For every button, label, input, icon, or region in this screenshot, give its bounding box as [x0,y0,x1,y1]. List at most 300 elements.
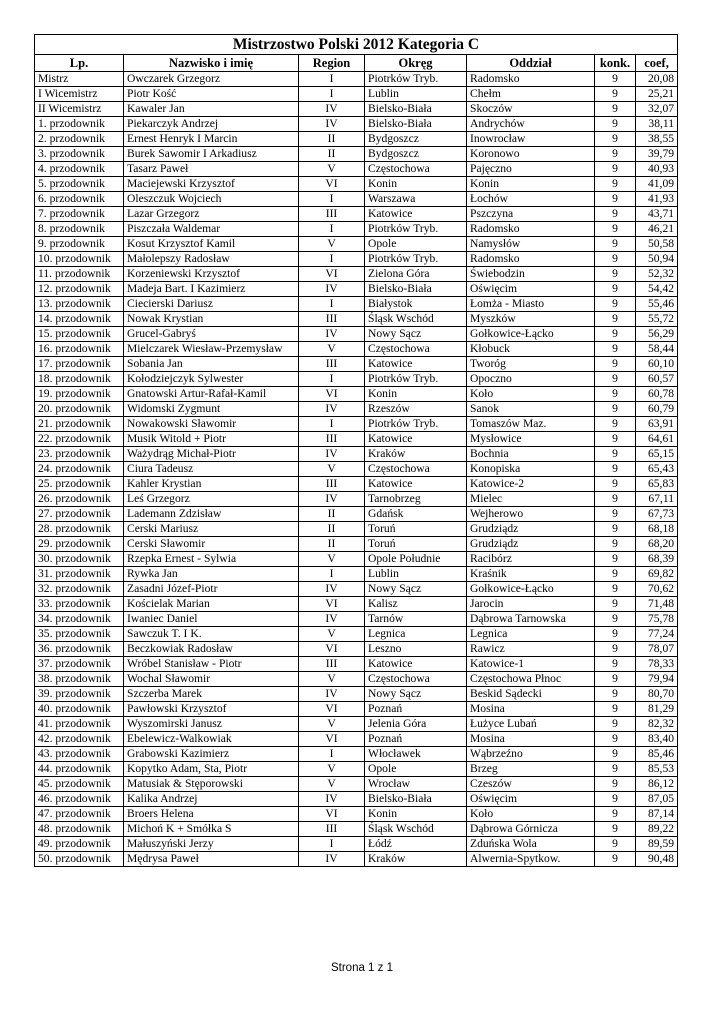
cell-district: Tarnobrzeg [365,492,467,507]
cell-konk: 9 [595,282,636,297]
cell-name: Rzepka Ernest - Sylwia [124,552,299,567]
cell-district: Piotrków Tryb. [365,72,467,87]
cell-name: Oleszczuk Wojciech [124,192,299,207]
cell-lp: 21. przodownik [35,417,124,432]
cell-name: Maciejewski Krzysztof [124,177,299,192]
cell-branch: Rawicz [467,642,595,657]
cell-konk: 9 [595,702,636,717]
cell-district: Konin [365,387,467,402]
cell-branch: Łużyce Lubań [467,717,595,732]
cell-region: I [299,72,365,87]
cell-branch: Radomsko [467,252,595,267]
cell-coef: 20,08 [636,72,678,87]
cell-coef: 71,48 [636,597,678,612]
cell-district: Kraków [365,447,467,462]
cell-region: IV [299,282,365,297]
cell-region: V [299,762,365,777]
cell-branch: Koronowo [467,147,595,162]
cell-district: Konin [365,807,467,822]
cell-coef: 50,58 [636,237,678,252]
table-row [35,432,678,447]
table-row [35,297,678,312]
table-row [35,207,678,222]
cell-lp: I Wicemistrz [35,87,124,102]
cell-konk: 9 [595,792,636,807]
cell-coef: 55,72 [636,312,678,327]
cell-coef: 54,42 [636,282,678,297]
table-row [35,852,678,867]
cell-region: III [299,357,365,372]
cell-branch: Łomża - Miasto [467,297,595,312]
cell-name: Lazar Grzegorz [124,207,299,222]
cell-name: Broers Helena [124,807,299,822]
cell-region: VI [299,702,365,717]
cell-branch: Skoczów [467,102,595,117]
cell-coef: 89,22 [636,822,678,837]
table-row [35,327,678,342]
cell-branch: Mosina [467,702,595,717]
cell-district: Kalisz [365,597,467,612]
page-footer: Strona 1 z 1 [330,962,393,974]
cell-region: VI [299,597,365,612]
cell-konk: 9 [595,297,636,312]
cell-konk: 9 [595,717,636,732]
table-row [35,597,678,612]
cell-name: Wróbel Stanisław - Piotr [124,657,299,672]
cell-lp: 5. przodownik [35,177,124,192]
cell-lp: 49. przodownik [35,837,124,852]
cell-district: Piotrków Tryb. [365,417,467,432]
cell-name: Leś Grzegorz [124,492,299,507]
cell-branch: Dąbrowa Górnicza [467,822,595,837]
cell-coef: 25,21 [636,87,678,102]
cell-region: III [299,312,365,327]
cell-coef: 67,11 [636,492,678,507]
cell-lp: 40. przodownik [35,702,124,717]
cell-konk: 9 [595,777,636,792]
cell-name: Piotr Kość [124,87,299,102]
cell-name: Grabowski Kazimierz [124,747,299,762]
cell-branch: Bochnia [467,447,595,462]
cell-region: VI [299,387,365,402]
cell-konk: 9 [595,822,636,837]
cell-region: IV [299,327,365,342]
cell-lp: 30. przodownik [35,552,124,567]
cell-coef: 50,94 [636,252,678,267]
cell-konk: 9 [595,132,636,147]
table-row [35,807,678,822]
cell-lp: 6. przodownik [35,192,124,207]
cell-region: III [299,657,365,672]
cell-branch: Oświęcim [467,282,595,297]
cell-konk: 9 [595,237,636,252]
cell-branch: Inowrocław [467,132,595,147]
table-row [35,642,678,657]
header-region: Region [299,55,365,72]
table-row [35,837,678,852]
cell-coef: 41,93 [636,192,678,207]
cell-district: Kraków [365,852,467,867]
cell-name: Widomski Zygmunt [124,402,299,417]
table-row [35,162,678,177]
cell-name: Kawaler Jan [124,102,299,117]
table-row [35,537,678,552]
cell-district: Śląsk Wschód [365,312,467,327]
cell-konk: 9 [595,462,636,477]
cell-branch: Mosina [467,732,595,747]
cell-branch: Wąbrzeźno [467,747,595,762]
cell-lp: 41. przodownik [35,717,124,732]
cell-lp: 44. przodownik [35,762,124,777]
cell-region: IV [299,117,365,132]
cell-lp: 48. przodownik [35,822,124,837]
table-row [35,777,678,792]
cell-branch: Radomsko [467,72,595,87]
cell-region: I [299,87,365,102]
cell-district: Lublin [365,567,467,582]
cell-konk: 9 [595,597,636,612]
table-row [35,147,678,162]
table-row [35,132,678,147]
cell-lp: 45. przodownik [35,777,124,792]
cell-district: Zielona Góra [365,267,467,282]
cell-coef: 80,70 [636,687,678,702]
cell-lp: 15. przodownik [35,327,124,342]
cell-region: I [299,417,365,432]
table-row [35,102,678,117]
cell-konk: 9 [595,267,636,282]
cell-district: Poznań [365,732,467,747]
cell-branch: Konopiska [467,462,595,477]
cell-district: Opole Południe [365,552,467,567]
cell-branch: Czeszów [467,777,595,792]
table-row [35,462,678,477]
cell-district: Jelenia Góra [365,717,467,732]
cell-branch: Sanok [467,402,595,417]
cell-region: V [299,162,365,177]
cell-region: VI [299,732,365,747]
cell-region: V [299,777,365,792]
table-row [35,117,678,132]
cell-name: Matusiak & Stęporowski [124,777,299,792]
table-row [35,672,678,687]
cell-konk: 9 [595,507,636,522]
table-row [35,402,678,417]
table-row [35,447,678,462]
cell-branch: Chełm [467,87,595,102]
cell-lp: 38. przodownik [35,672,124,687]
cell-district: Piotrków Tryb. [365,222,467,237]
cell-coef: 46,21 [636,222,678,237]
cell-lp: 4. przodownik [35,162,124,177]
cell-konk: 9 [595,342,636,357]
table-row [35,222,678,237]
table-row [35,72,678,87]
cell-coef: 40,93 [636,162,678,177]
cell-coef: 75,78 [636,612,678,627]
cell-konk: 9 [595,147,636,162]
cell-branch: Opoczno [467,372,595,387]
cell-district: Nowy Sącz [365,687,467,702]
table-row [35,612,678,627]
cell-region: I [299,192,365,207]
cell-coef: 77,24 [636,627,678,642]
cell-name: Rywka Jan [124,567,299,582]
cell-lp: 43. przodownik [35,747,124,762]
cell-lp: 1. przodownik [35,117,124,132]
cell-name: Zasadni Józef-Piotr [124,582,299,597]
table-row [35,702,678,717]
cell-branch: Mysłowice [467,432,595,447]
cell-region: VI [299,642,365,657]
cell-branch: Oświęcim [467,792,595,807]
cell-coef: 81,29 [636,702,678,717]
cell-region: V [299,462,365,477]
cell-district: Opole [365,762,467,777]
cell-district: Bydgoszcz [365,147,467,162]
table-row [35,252,678,267]
table-row [35,747,678,762]
cell-district: Toruń [365,537,467,552]
cell-district: Częstochowa [365,462,467,477]
cell-branch: Konin [467,177,595,192]
cell-konk: 9 [595,117,636,132]
cell-name: Cerski Mariusz [124,522,299,537]
cell-coef: 87,05 [636,792,678,807]
cell-konk: 9 [595,102,636,117]
cell-lp: 39. przodownik [35,687,124,702]
cell-name: Gnatowski Artur-Rafał-Kamil [124,387,299,402]
cell-district: Rzeszów [365,402,467,417]
cell-coef: 60,79 [636,402,678,417]
cell-region: IV [299,492,365,507]
cell-district: Bielsko-Biała [365,117,467,132]
cell-coef: 65,83 [636,477,678,492]
cell-name: Sobania Jan [124,357,299,372]
cell-konk: 9 [595,522,636,537]
cell-konk: 9 [595,687,636,702]
header-coef: coef, [636,55,678,72]
cell-branch: Mielec [467,492,595,507]
cell-branch: Legnica [467,627,595,642]
cell-branch: Andrychów [467,117,595,132]
cell-region: II [299,507,365,522]
cell-region: IV [299,612,365,627]
cell-konk: 9 [595,762,636,777]
cell-lp: 11. przodownik [35,267,124,282]
cell-konk: 9 [595,162,636,177]
cell-lp: 18. przodownik [35,372,124,387]
cell-coef: 85,53 [636,762,678,777]
cell-branch: Łochów [467,192,595,207]
cell-coef: 68,18 [636,522,678,537]
cell-region: I [299,837,365,852]
cell-konk: 9 [595,552,636,567]
table-row [35,372,678,387]
cell-branch: Katowice-2 [467,477,595,492]
cell-coef: 79,94 [636,672,678,687]
cell-coef: 60,78 [636,387,678,402]
cell-branch: Namysłów [467,237,595,252]
cell-konk: 9 [595,807,636,822]
cell-lp: 22. przodownik [35,432,124,447]
cell-district: Lublin [365,87,467,102]
table-row [35,792,678,807]
table-row [35,507,678,522]
cell-district: Bydgoszcz [365,132,467,147]
cell-konk: 9 [595,477,636,492]
cell-branch: Radomsko [467,222,595,237]
table-row [35,582,678,597]
table-row [35,627,678,642]
cell-region: V [299,342,365,357]
cell-region: III [299,432,365,447]
cell-lp: 35. przodownik [35,627,124,642]
table-row [35,177,678,192]
cell-name: Piekarczyk Andrzej [124,117,299,132]
cell-konk: 9 [595,537,636,552]
table-row [35,477,678,492]
cell-lp: 7. przodownik [35,207,124,222]
cell-region: I [299,222,365,237]
cell-coef: 90,48 [636,852,678,867]
cell-coef: 38,55 [636,132,678,147]
cell-konk: 9 [595,657,636,672]
table-row [35,762,678,777]
cell-lp: 34. przodownik [35,612,124,627]
cell-name: Małuszyński Jerzy [124,837,299,852]
cell-region: VI [299,267,365,282]
header-branch: Oddział [467,55,595,72]
cell-konk: 9 [595,582,636,597]
cell-lp: 16. przodownik [35,342,124,357]
cell-district: Leszno [365,642,467,657]
cell-name: Piszczała Waldemar [124,222,299,237]
cell-name: Owczarek Grzegorz [124,72,299,87]
cell-lp: 27. przodownik [35,507,124,522]
cell-region: III [299,207,365,222]
cell-konk: 9 [595,492,636,507]
cell-region: III [299,822,365,837]
cell-coef: 56,29 [636,327,678,342]
cell-region: I [299,747,365,762]
cell-name: Kołodziejczyk Sylwester [124,372,299,387]
cell-lp: II Wicemistrz [35,102,124,117]
cell-name: Michoń K + Smółka S [124,822,299,837]
cell-branch: Świebodzin [467,267,595,282]
cell-name: Małolepszy Radosław [124,252,299,267]
cell-district: Katowice [365,657,467,672]
cell-branch: Wejherowo [467,507,595,522]
cell-branch: Koło [467,807,595,822]
cell-name: Nowakowski Sławomir [124,417,299,432]
cell-coef: 89,59 [636,837,678,852]
cell-lp: 32. przodownik [35,582,124,597]
cell-coef: 39,79 [636,147,678,162]
cell-district: Częstochowa [365,672,467,687]
cell-branch: Pszczyna [467,207,595,222]
cell-name: Sawczuk T. I K. [124,627,299,642]
cell-coef: 78,33 [636,657,678,672]
cell-district: Tarnów [365,612,467,627]
table-row [35,492,678,507]
cell-region: IV [299,792,365,807]
results-table [34,34,678,867]
cell-branch: Racibórz [467,552,595,567]
table-row [35,282,678,297]
cell-coef: 65,15 [636,447,678,462]
cell-name: Wochal Sławomir [124,672,299,687]
cell-district: Wrocław [365,777,467,792]
cell-name: Wyszomirski Janusz [124,717,299,732]
header-name: Nazwisko i imię [124,55,299,72]
table-row [35,387,678,402]
table-row [35,87,678,102]
cell-konk: 9 [595,252,636,267]
cell-name: Musik Witold + Piotr [124,432,299,447]
header-lp: Lp. [35,55,124,72]
cell-name: Beczkowiak Radosław [124,642,299,657]
cell-konk: 9 [595,357,636,372]
cell-district: Katowice [365,477,467,492]
cell-region: V [299,627,365,642]
cell-region: V [299,237,365,252]
cell-lp: 9. przodownik [35,237,124,252]
cell-coef: 55,46 [636,297,678,312]
cell-district: Łódź [365,837,467,852]
cell-district: Nowy Sącz [365,582,467,597]
cell-coef: 68,20 [636,537,678,552]
table-title: Mistrzostwo Polski 2012 Kategoria C [35,35,678,55]
cell-lp: Mistrz [35,72,124,87]
cell-region: II [299,537,365,552]
cell-name: Ciura Tadeusz [124,462,299,477]
cell-branch: Brzeg [467,762,595,777]
cell-lp: 8. przodownik [35,222,124,237]
cell-name: Ciecierski Dariusz [124,297,299,312]
cell-name: Lademann Zdzisław [124,507,299,522]
cell-konk: 9 [595,567,636,582]
cell-branch: Tomaszów Maz. [467,417,595,432]
cell-branch: Jarocin [467,597,595,612]
cell-lp: 33. przodownik [35,597,124,612]
cell-district: Warszawa [365,192,467,207]
cell-coef: 60,10 [636,357,678,372]
cell-konk: 9 [595,732,636,747]
cell-district: Poznań [365,702,467,717]
cell-konk: 9 [595,612,636,627]
cell-branch: Katowice-1 [467,657,595,672]
cell-coef: 64,61 [636,432,678,447]
cell-branch: Zduńska Wola [467,837,595,852]
cell-konk: 9 [595,837,636,852]
table-row [35,687,678,702]
cell-district: Toruń [365,522,467,537]
cell-lp: 29. przodownik [35,537,124,552]
cell-konk: 9 [595,642,636,657]
cell-konk: 9 [595,387,636,402]
cell-name: Nowak Krystian [124,312,299,327]
cell-name: Korzeniewski Krzysztof [124,267,299,282]
cell-region: IV [299,402,365,417]
cell-lp: 46. przodownik [35,792,124,807]
cell-branch: Myszków [467,312,595,327]
cell-region: I [299,252,365,267]
cell-district: Opole [365,237,467,252]
cell-branch: Częstochowa Płnoc [467,672,595,687]
cell-coef: 68,39 [636,552,678,567]
cell-region: VI [299,807,365,822]
